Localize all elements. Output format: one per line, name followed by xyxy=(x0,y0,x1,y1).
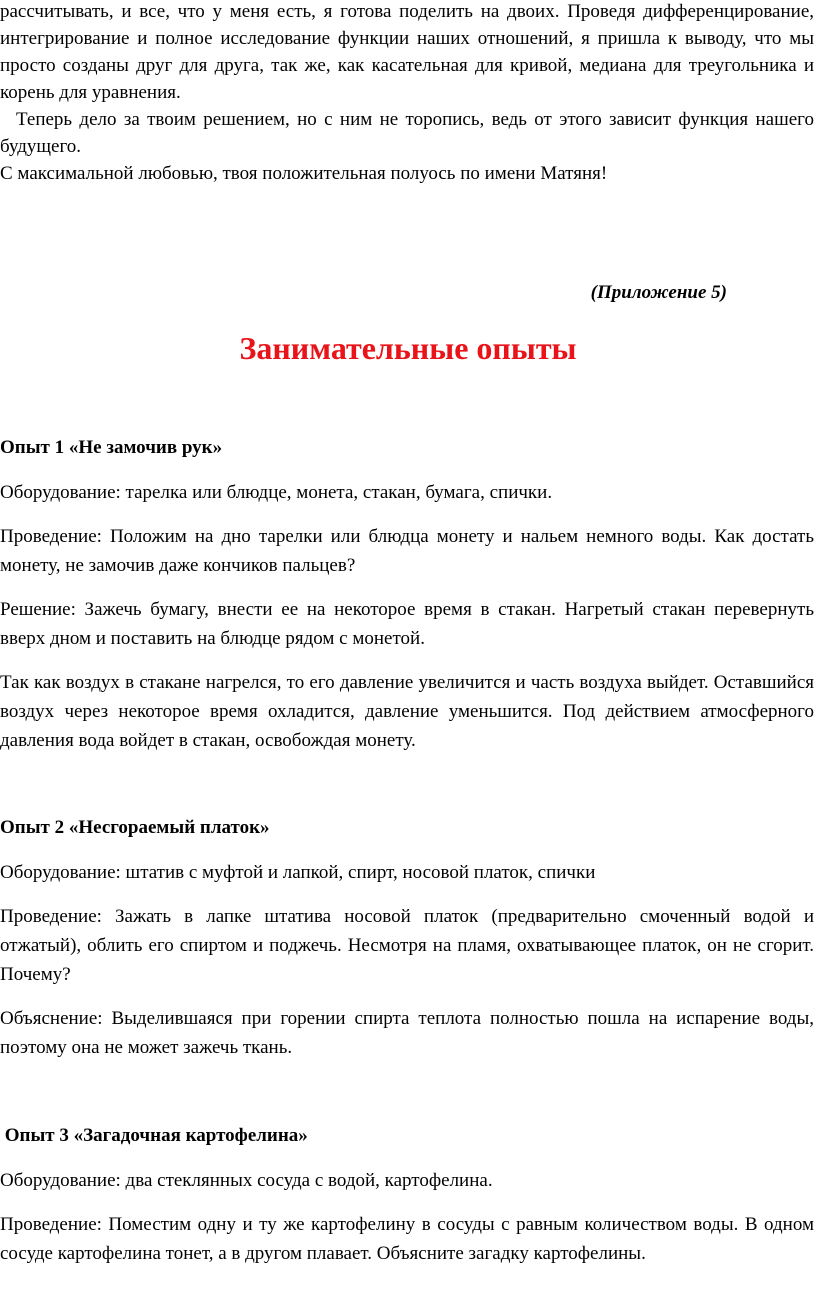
page-title: Занимательные опыты xyxy=(239,330,577,366)
intro-section xyxy=(0,0,814,187)
experiment-1-solution: Решение: Зажечь бумагу, внести ее на некоторое время в стакан. Нагретый стакан перевернуть вверх дном и поставить на блюдце рядом с монетой. xyxy=(0,599,814,649)
experiment-2-equipment: Оборудование: штатив с муфтой и лапкой, спирт, носовой платок, спички xyxy=(0,862,596,883)
experiment-2-procedure: Проведение: Зажать в лапке штатива носовой платок (предварительно смоченный водой и отжатый), облить его спиртом и поджечь. Несмотря на пламя, охватывающее платок, он не сгорит. Почему? xyxy=(0,906,814,985)
intro-paragraph-2: Теперь дело за твоим решением, но с ним не торопись, ведь от этого зависит функция нашего будущего. xyxy=(0,109,814,157)
experiment-3-heading: Опыт 3 «Загадочная картофелина» xyxy=(0,1125,308,1146)
experiment-1-equipment: Оборудование: тарелка или блюдце, монета, стакан, бумага, спички. xyxy=(0,482,553,503)
experiment-1-heading: Опыт 1 «Не замочив рук» xyxy=(0,437,223,458)
experiment-3-equipment: Оборудование: два стеклянных сосуда с водой, картофелина. xyxy=(0,1170,493,1191)
experiment-2-heading: Опыт 2 «Несгораемый платок» xyxy=(0,817,270,838)
intro-paragraph-1: рассчитывать, и все, что у меня есть, я готова поделить на двоих. Проведя дифференцирование, интегрирование и полное исследование функции наших отношений, я пришла к выводу, что мы просто созданы друг для друга, так же, как касательная для кривой, медиана для треугольника и корень для уравнения. xyxy=(0,1,814,103)
experiment-1-explanation: Так как воздух в стакане нагрелся, то его давление увеличится и часть воздуха выйдет. Оставшийся воздух через некоторое время охладится, давление уменьшится. Под действием атмосферного давления вода войдет в стакан, освобождая монету. xyxy=(0,672,814,751)
appendix-label: (Приложение 5) xyxy=(590,282,727,303)
experiment-1-procedure: Проведение: Положим на дно тарелки или блюдца монету и нальем немного воды. Как достать монету, не замочив даже кончиков пальцев? xyxy=(0,526,814,576)
intro-signature: С максимальной любовью, твоя положительная полуось по имени Матяня! xyxy=(0,163,608,184)
experiment-2-explanation: Объяснение: Выделившаяся при горении спирта теплота полностью пошла на испарение воды, поэтому она не может зажечь ткань. xyxy=(0,1008,814,1058)
experiment-3-procedure: Проведение: Поместим одну и ту же картофелину в сосуды с равным количеством воды. В одном сосуде картофелина тонет, а в другом плавает. Объясните загадку картофелины. xyxy=(0,1214,814,1264)
